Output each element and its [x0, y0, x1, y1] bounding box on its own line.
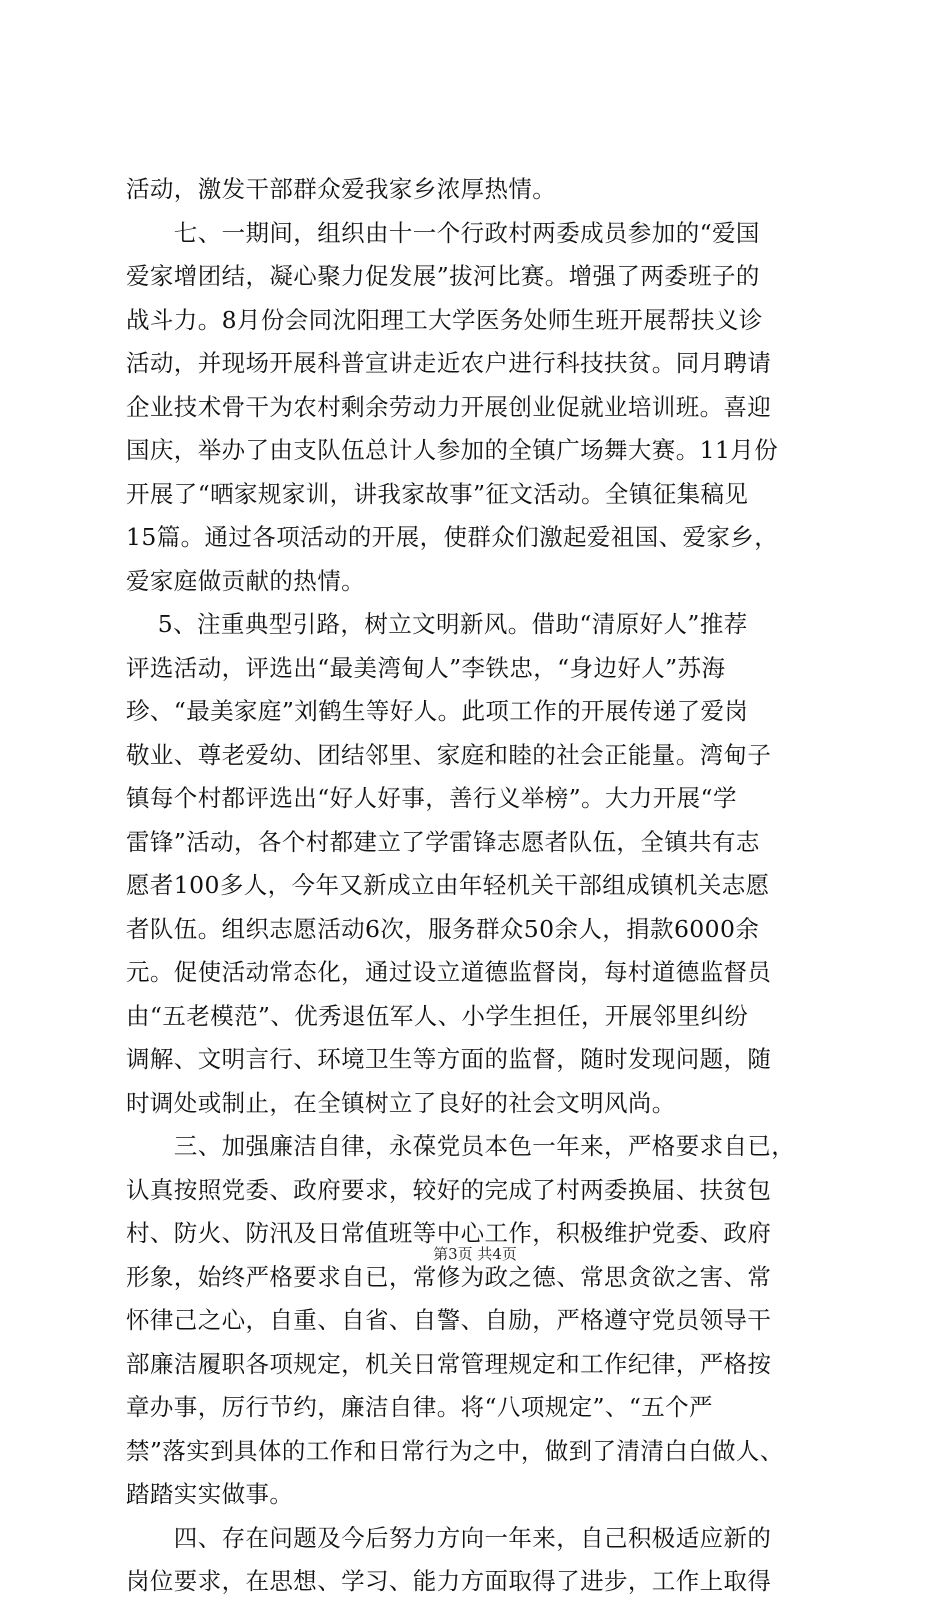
text-line: 者队伍。组织志愿活动6次，服务群众50余人，捐款6000余 [126, 914, 760, 943]
text-line: 四、存在问题及今后努力方向一年来，自己积极适应新的 [126, 1523, 772, 1552]
text-line: 活动，并现场开展科普宣讲走近农户进行科技扶贫。同月聘请 [126, 349, 772, 377]
text-line: 敬业、尊老爱幼、团结邻里、家庭和睦的社会正能量。湾甸子 [126, 740, 772, 769]
text-line: 由“五老模范”、优秀退伍军人、小学生担任，开展邻里纠纷 [126, 1001, 749, 1030]
text-line: 5、注重典型引路，树立文明新风。借助“清原好人”推荐 [126, 610, 748, 638]
text-line: 认真按照党委、政府要求，较好的完成了村两委换届、扶贫包 [126, 1175, 772, 1204]
text-line: 珍、“最美家庭”刘鹤生等好人。此项工作的开展传递了爱岗 [126, 697, 749, 725]
text-line: 踏踏实实做事。 [126, 1480, 294, 1508]
document-body [126, 168, 834, 1604]
text-line: 镇每个村都评选出“好人好事，善行义举榜”。大力开展“学 [126, 784, 737, 812]
text-line: 禁”落实到具体的工作和日常行为之中，做到了清清白白做人、 [126, 1436, 784, 1465]
page-footer: 第3页 共4页 [433, 1245, 517, 1263]
text-line: 时调处或制止，在全镇树立了良好的社会文明风尚。 [126, 1088, 676, 1117]
text-line: 三、加强廉洁自律，永葆党员本色一年来，严格要求自已， [126, 1132, 796, 1160]
text-line: 战斗力。8月份会同沈阳理工大学医务处师生班开展帮扶义诊 [126, 305, 763, 334]
text-line: 雷锋”活动，各个村都建立了学雷锋志愿者队伍，全镇共有志 [126, 827, 760, 856]
text-line: 爱家增团结，凝心聚力促发展”拔河比赛。增强了两委班子的 [126, 262, 760, 290]
text-line: 七、一期间，组织由十一个行政村两委成员参加的“爱国 [126, 218, 760, 247]
text-line: 15篇。通过各项活动的开展，使群众们激起爱祖国、爱家乡， [126, 523, 779, 551]
text-line: 开展了“晒家规家训，讲我家故事”征文活动。全镇征集稿见 [126, 479, 749, 508]
text-line: 爱家庭做贡献的热情。 [126, 566, 365, 595]
text-line: 村、防火、防汛及日常值班等中心工作，积极维护党委、政府 [126, 1219, 772, 1247]
text-line: 愿者100多人，今年又新成立由年轻机关干部组成镇机关志愿 [126, 871, 770, 899]
text-line: 怀律己之心，自重、自省、自警、自励，严格遵守党员领导干 [126, 1306, 772, 1334]
text-line: 调解、文明言行、环境卫生等方面的监督，随时发现问题，随 [126, 1045, 772, 1073]
text-line: 岗位要求，在思想、学习、能力方面取得了进步，工作上取得 [126, 1567, 772, 1595]
text-line: 章办事，厉行节约，廉洁自律。将“八项规定”、“五个严 [126, 1393, 713, 1421]
text-line: 企业技术骨干为农村剩余劳动力开展创业促就业培训班。喜迎 [126, 392, 772, 421]
text-line: 部廉洁履职各项规定，机关日常管理规定和工作纪律，严格按 [126, 1349, 772, 1378]
text-line: 元。促使活动常态化，通过设立道德监督岗，每村道德监督员 [126, 958, 772, 986]
text-line: 评选活动，评选出“最美湾甸人”李铁忠，“身边好人”苏海 [126, 653, 726, 682]
text-line: 国庆，举办了由支队伍总计人参加的全镇广场舞大赛。11月份 [126, 436, 779, 464]
text-line: 形象，始终严格要求自已，常修为政之德、常思贪欲之害、常 [126, 1262, 772, 1291]
text-line: 活动，激发干部群众爱我家乡浓厚热情。 [126, 175, 557, 203]
